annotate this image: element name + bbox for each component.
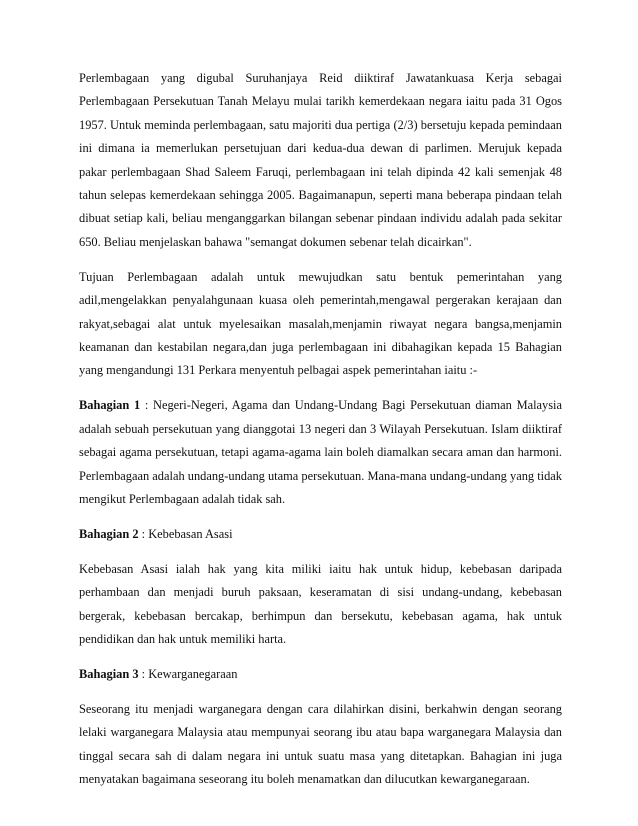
text-line: dibuat setiap kali, beliau menganggarkan bilangan sebenar pindaan individu adalah pada sekitar	[79, 211, 562, 226]
text-line: pakar perlembagaan Shad Saleem Faruqi, perlembagaan ini telah dipinda 42 kali semenjak 48	[79, 164, 562, 179]
text-line: 650. Beliau menjelaskan bahawa "semangat dokumen sebenar telah dicairkan".	[79, 234, 472, 249]
text-line: keamanan dan kestabilan negara,dan juga perlembagaan ini dibahagikan kepada 15 Bahagian	[79, 339, 562, 354]
text-line: mengikut Perlembagaan adalah tidak sah.	[79, 491, 286, 506]
text-line: sebagai agama persekutuan, tetapi agama-agama lain boleh diamalkan secara aman dan harmoni.	[79, 445, 562, 460]
intro-paragraph	[79, 67, 562, 254]
section-3-label: Bahagian 3	[79, 666, 139, 681]
text-line: menyatakan bagaimana seseorang itu boleh menamatkan dan dilucutkan kewarganegaraan.	[79, 771, 530, 786]
text-line: Perlembagaan yang digubal Suruhanjaya Reid diiktiraf Jawatankuasa Kerja sebagai	[79, 71, 562, 85]
purpose-paragraph	[79, 266, 562, 383]
text-line: adalah sebuah persekutuan yang dianggotai 13 negeri dan 3 Wilayah Persekutuan. Islam diiktiraf	[79, 421, 562, 436]
section-1-paragraph	[79, 394, 562, 511]
text-line: yang mengandungi 131 Perkara menyentuh pelbagai aspek pemerintahan iaitu :-	[79, 363, 478, 378]
text-line: perhambaan dan menjadi buruh paksaan, keseramatan di sisi undang-undang, kebebasan	[79, 585, 562, 600]
text-line: adil,mengelakkan penyalahgunaan kuasa oleh pemerintah,mengawal pergerakan kerajaan dan	[79, 293, 562, 308]
text-line: Kebebasan Asasi ialah hak yang kita miliki iaitu hak untuk hidup, kebebasan daripada	[79, 561, 562, 576]
text-line: lelaki warganegara Malaysia atau mempunyai seorang ibu atau bapa warganegara Malaysia dan	[79, 725, 562, 740]
text-line	[79, 394, 562, 417]
text-line: tinggal secara sah di dalam negara ini untuk suatu masa yang ditetapkan. Bahagian ini juga	[79, 748, 562, 763]
text-line: Tujuan Perlembagaan adalah untuk mewujudkan satu bentuk pemerintahan yang	[79, 269, 562, 284]
text-line: ini dimana ia memerlukan persetujuan dari kedua-dua dewan di parlimen. Merujuk kepada	[79, 141, 562, 156]
section-2-label: Bahagian 2	[79, 526, 139, 541]
section-3-heading	[79, 663, 562, 686]
section-1-label: Bahagian 1	[79, 398, 141, 413]
text-line: pendidikan dan hak untuk memiliki harta.	[79, 631, 287, 646]
text-line: tahun selepas kemerdekaan sehingga 2005. Bagaimanapun, seperti mana beberapa pindaan telah	[79, 188, 562, 203]
section-2-title: : Kebebasan Asasi	[138, 526, 233, 541]
text-line: Perlembagaan Persekutuan Tanah Melayu mulai tarikh kemerdekaan negara iaitu pada 31 Ogos	[79, 94, 562, 109]
text-line: Seseorang itu menjadi warganegara dengan cara dilahirkan disini, berkahwin dengan seorang	[79, 701, 562, 716]
section-2-paragraph	[79, 558, 562, 652]
section-3-paragraph	[79, 698, 562, 792]
text-line	[79, 663, 562, 686]
text-line: rakyat,sebagai alat untuk myelesaikan masalah,menjamin riwayat negara bangsa,menjamin	[79, 316, 562, 331]
text-line: bergerak, kebebasan bercakap, berhimpun dan bersekutu, kebebasan agama, hak untuk	[79, 608, 562, 623]
section-1-title: : Negeri-Negeri, Agama dan Undang-Undang Bagi Persekutuan diaman Malaysia	[140, 398, 562, 413]
section-2-heading	[79, 523, 562, 546]
text-line: 1957. Untuk meminda perlembagaan, satu majoriti dua pertiga (2/3) bersetuju kepada pemindaan	[79, 117, 562, 132]
text-line	[79, 523, 562, 546]
text-line: Perlembagaan adalah undang-undang utama persekutuan. Mana-mana undang-undang yang tidak	[79, 468, 562, 483]
section-3-title: : Kewarganegaraan	[138, 666, 238, 681]
